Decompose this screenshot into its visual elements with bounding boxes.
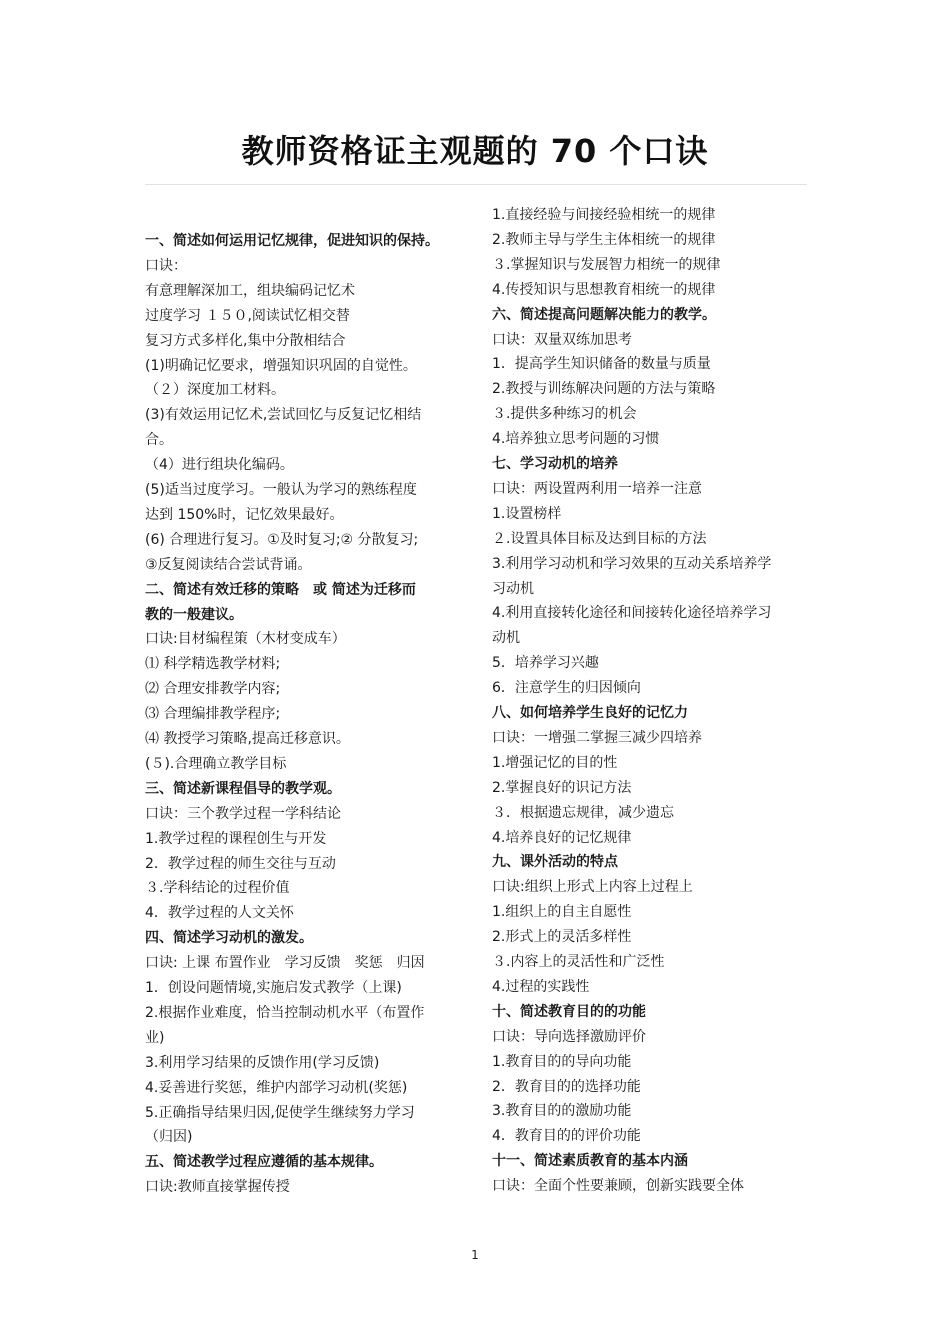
text-line: 业) — [145, 1029, 165, 1046]
text-line: 1．提高学生知识储备的数量与质量 — [492, 356, 711, 373]
section-heading: 四、简述学习动机的激发。 — [145, 930, 313, 947]
text-line: 达到 150%时，记忆效果最好。 — [145, 506, 344, 523]
section-heading: 二、简述有效迁移的策略 或 简述为迁移而 — [145, 581, 416, 598]
text-line: 3.教育目的的激励功能 — [492, 1103, 632, 1120]
text-line: (6) 合理进行复习。①及时复习;② 分散复习; — [145, 531, 419, 548]
text-line: 4.培养独立思考问题的习惯 — [492, 431, 660, 448]
text-line: 动机 — [492, 630, 520, 647]
section-heading: 七、学习动机的培养 — [492, 456, 618, 472]
section-heading: 八、如何培养学生良好的记忆力 — [492, 705, 688, 721]
text-line: 1．创设问题情境,实施启发式教学（上课) — [145, 980, 402, 996]
section-heading: 十一、简述素质教育的基本内涵 — [492, 1153, 688, 1170]
section-heading: 三、简述新课程倡导的教学观。 — [145, 780, 341, 797]
text-line: 口诀：三个教学过程一学科结论 — [145, 805, 341, 822]
text-line: 2.根据作业难度，恰当控制动机水平（布置作 — [145, 1004, 425, 1021]
section-heading: 六、简述提高问题解决能力的教学。 — [492, 306, 716, 323]
text-line: 1.组织上的自主自愿性 — [492, 904, 632, 921]
text-line: （4）进行组块化编码。 — [145, 457, 294, 474]
text-line: 2.形式上的灵活多样性 — [492, 929, 632, 946]
text-line: 4.传授知识与思想教育相统一的规律 — [492, 281, 716, 298]
text-line: 口诀：两设置两利用一培养一注意 — [492, 480, 702, 497]
text-line: 2.教授与训练解决问题的方法与策略 — [492, 381, 716, 398]
text-line: 口诀：一增强二掌握三减少四培养 — [492, 729, 702, 746]
text-line: 合。 — [145, 432, 173, 449]
page-title: 教师资格证主观题的 70 个口诀 — [241, 132, 709, 170]
text-line: 1.直接经验与间接经验相统一的规律 — [492, 207, 716, 223]
text-line: 4.妥善进行奖惩，维护内部学习动机(奖惩) — [145, 1079, 408, 1096]
section-heading: 九、课外活动的特点 — [492, 854, 618, 871]
text-line: 过度学习 １５０,阅读试忆相交替 — [145, 307, 350, 324]
text-line: 4．教学过程的人文关怀 — [145, 905, 294, 922]
text-line: 口诀: 上课 布置作业 学习反馈 奖惩 归因 — [145, 955, 425, 972]
text-line: 2．教学过程的师生交往与互动 — [145, 855, 336, 872]
text-line: (3)有效运用记忆术,尝试回忆与反复记忆相结 — [145, 407, 422, 424]
text-line: 口诀： — [145, 257, 187, 274]
text-line: (5)适当过度学习。一般认为学习的熟练程度 — [145, 482, 417, 498]
text-line: 3.利用学习动机和学习效果的互动关系培养学 — [492, 555, 772, 572]
text-line: 2．教育目的的选择功能 — [492, 1078, 641, 1095]
text-line: (1)明确记忆要求，增强知识巩固的自觉性。 — [145, 357, 417, 374]
text-line: （２）深度加工材料。 — [145, 382, 285, 399]
text-line: 1.教学过程的课程创生与开发 — [145, 830, 327, 847]
text-line: 6．注意学生的归因倾向 — [492, 680, 641, 697]
text-line: ⑴ 科学精选教学材料; — [145, 656, 281, 673]
section-heading: 一、简述如何运用记忆规律，促进知识的保持。 — [145, 233, 439, 249]
text-line: 4.过程的实践性 — [492, 978, 590, 995]
text-line: 4.培养良好的记忆规律 — [492, 829, 632, 846]
text-line: 4.利用直接转化途径和间接转化途径培养学习 — [492, 605, 772, 622]
text-line: ３.学科结论的过程价值 — [145, 880, 290, 897]
text-line: ⑶ 合理编排教学程序; — [145, 706, 281, 723]
text-line: ３.掌握知识与发展智力相统一的规律 — [492, 256, 721, 273]
text-line: 5.正确指导结果归因,促使学生继续努力学习 — [145, 1104, 415, 1121]
text-line: 口诀:教师直接掌握传授 — [145, 1179, 290, 1196]
text-line: ３.提供多种练习的机会 — [492, 406, 637, 423]
text-line: 习动机 — [492, 580, 534, 597]
text-line: 口诀：双量双练加思考 — [492, 331, 632, 348]
text-line: 有意理解深加工，组块编码记忆术 — [145, 282, 355, 299]
text-line: (５).合理确立教学目标 — [145, 755, 287, 772]
page-number: 1 — [471, 1248, 479, 1262]
text-line: 3.利用学习结果的反馈作用(学习反馈) — [145, 1054, 380, 1071]
text-line: ⑷ 教授学习策略,提高迁移意识。 — [145, 731, 350, 747]
text-line: ③反复阅读结合尝试背诵。 — [145, 556, 312, 573]
text-line: 1.增强记忆的目的性 — [492, 754, 618, 771]
text-line: ３.内容上的灵活性和广泛性 — [492, 954, 665, 970]
text-line: ３．根据遗忘规律，减少遗忘 — [492, 804, 674, 821]
text-line: 1.教育目的的导向功能 — [492, 1053, 632, 1070]
text-line: ⑵ 合理安排教学内容; — [145, 681, 281, 698]
text-line: 复习方式多样化,集中分散相结合 — [145, 332, 346, 349]
text-line: 口诀：导向选择激励评价 — [492, 1028, 646, 1045]
text-line: 2.教师主导与学生主体相统一的规律 — [492, 231, 716, 248]
text-line: ２.设置具体目标及达到目标的方法 — [492, 530, 707, 547]
text-line: 口诀:组织上形式上内容上过程上 — [492, 879, 693, 896]
title-divider — [145, 184, 807, 185]
section-heading: 教的一般建议。 — [145, 606, 243, 623]
text-line: （归因) — [145, 1129, 193, 1146]
text-line: 4．教育目的的评价功能 — [492, 1128, 641, 1145]
text-line: 5．培养学习兴趣 — [492, 655, 599, 672]
text-line: 口诀:目材编程策（木材变成车） — [145, 631, 346, 648]
text-line: 口诀：全面个性要兼顾，创新实践要全体 — [492, 1178, 744, 1195]
section-heading: 五、简述教学过程应遵循的基本规律。 — [145, 1154, 383, 1171]
text-line: 1.设置榜样 — [492, 505, 562, 522]
section-heading: 十、简述教育目的的功能 — [492, 1003, 646, 1020]
text-line: 2.掌握良好的识记方法 — [492, 779, 632, 796]
